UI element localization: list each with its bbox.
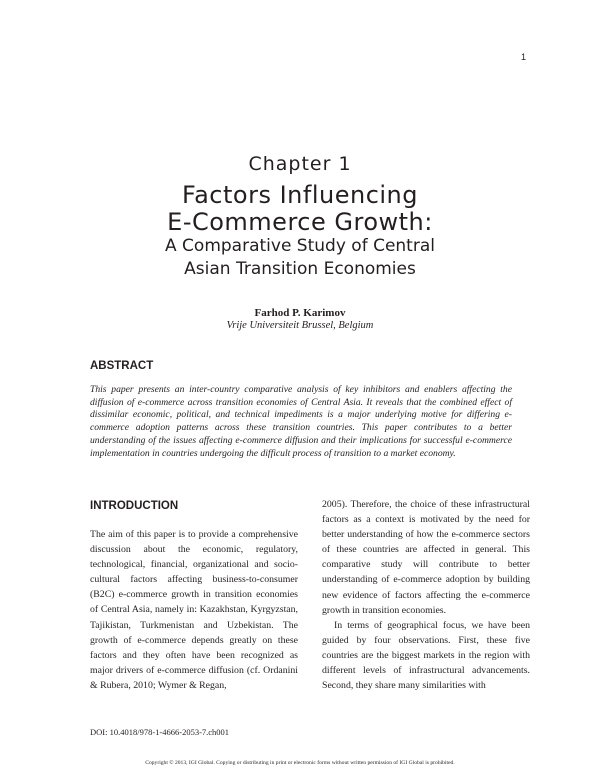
page-number: 1 bbox=[521, 52, 527, 62]
doi-line: DOI: 10.4018/978-1-4666-2053-7.ch001 bbox=[90, 727, 230, 737]
title-line-2: E-Commerce Growth: bbox=[167, 208, 433, 236]
copyright-notice: Copyright © 2013, IGI Global. Copying or distributing in print or electronic forms without written permission of IGI Global is prohibited. bbox=[145, 760, 455, 766]
body-paragraph: The aim of this paper is to provide a comprehensive discussion about the economic, regulatory, technological, financial, organizational and socio-cultural factors affecting business-to-consumer (B2C) e-commerce growth in transition economies of Central Asia, namely in: Kazakhstan, Kyrgyzstan, Tajikistan, Turkmenistan and Uzbekistan. The growth of e-commerce depends greatly on these factors and they often have been recognized as major drivers of e-commerce diffusion (cf. Ordanini & Rubera, 2010; Wymer & Regan, bbox=[90, 529, 298, 691]
body-column-right bbox=[322, 497, 530, 693]
abstract-text: This paper presents an inter-country comparative analysis of key inhibitors and enablers affecting the diffusion of e-commerce across transition economies of Central Asia. It reveals that the combined effect of dissimilar economic, political, and technical impediments is a major underlying motive for differing e-commerce adoption patterns across these transition countries. This paper contributes to a better understanding of the issues affecting e-commerce diffusion and their implications for successful e-commerce implementation in countries undergoing the difficult process of transition to a market economy. bbox=[90, 384, 512, 459]
subtitle-line-2: Asian Transition Economies bbox=[184, 259, 416, 279]
title-line-1: Factors Influencing bbox=[182, 181, 418, 209]
chapter-label: Chapter 1 bbox=[248, 153, 352, 175]
abstract-heading: ABSTRACT bbox=[90, 360, 154, 372]
body-column-left bbox=[90, 527, 298, 693]
author-name: Farhod P. Karimov bbox=[254, 307, 346, 319]
introduction-heading: INTRODUCTION bbox=[90, 500, 179, 512]
body-paragraph: 2005). Therefore, the choice of these infrastructural factors as a context is motivated by the need for better understanding of how the e-commerce sectors of these countries are affected in general. This comparative study will contribute to better understanding of e-commerce adoption by building new evidence of factors affecting the e-commerce growth in transition economies. bbox=[322, 499, 530, 616]
author-affiliation: Vrije Universiteit Brussel, Belgium bbox=[226, 320, 374, 331]
body-paragraph: In terms of geographical focus, we have been guided by four observations. First, these five countries are the biggest markets in the region with different levels of infrastructural advancements. Second, they share many similarities with bbox=[322, 619, 530, 692]
subtitle-line-1: A Comparative Study of Central bbox=[165, 236, 435, 256]
